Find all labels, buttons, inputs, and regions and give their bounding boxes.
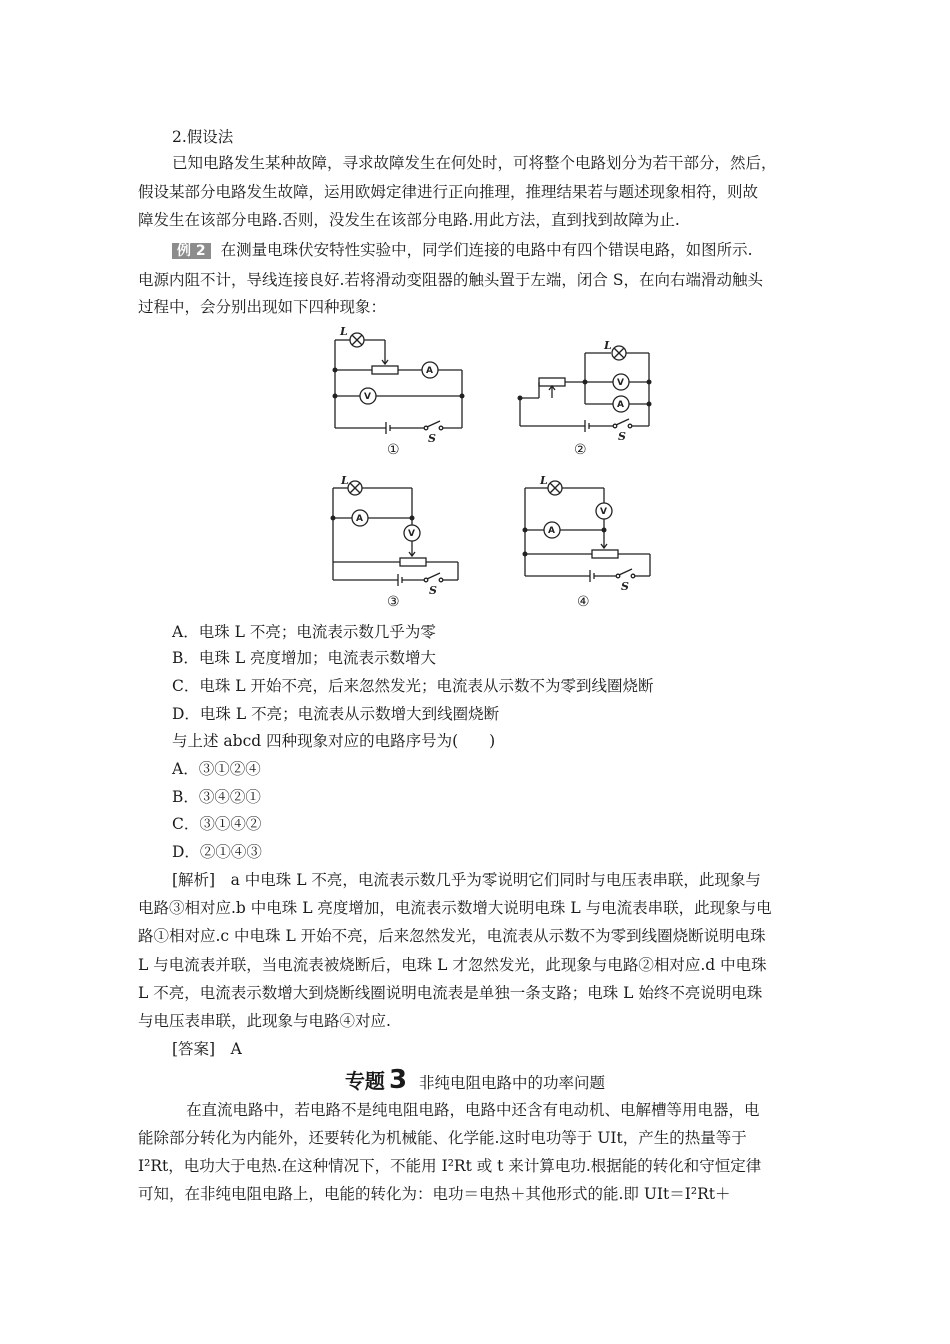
topic-line: 在直流电路中，若电路不是纯电阻电路，电路中还含有电动机、电解槽等用电器，电 [186,1101,760,1119]
circuit-diagram-2 [515,339,655,443]
switch-label: S [621,580,629,593]
phenomenon-b: B．电珠 L 亮度增加；电流表示数增大 [172,649,437,667]
answer-text: [答案] A [172,1040,242,1058]
choice-d: D．②①④③ [172,843,262,861]
question-text: 与上述 abcd 四种现象对应的电路序号为( ) [172,732,496,750]
example-tag: 例 2 [172,243,211,259]
figure-caption-3: ③ [387,594,400,610]
choice-b: B．③④②① [172,788,261,806]
voltmeter-label: V [600,507,607,517]
topic-line: 能除部分转化为内能外，还要转化为机械能、化学能.这时电功等于 UIt，产生的热量等于 [138,1129,747,1147]
lamp-label: L [340,325,348,338]
figure-caption-2: ② [574,442,587,458]
analysis-line: 电路③相对应.b 中电珠 L 亮度增加，电流表示数增大说明电珠 L 与电流表串联，此现象与电 [138,899,772,917]
example-first-line [172,240,753,260]
switch-label: S [618,430,626,443]
voltmeter-label: V [408,529,415,539]
topic-line: 可知，在非纯电阻电路上，电能的转化为：电功＝电热＋其他形式的能.即 UIt＝I²Rt＋ [138,1185,731,1203]
example-line: 过程中，会分别出现如下四种现象： [138,298,387,316]
intro-line: 已知电路发生某种故障，寻求故障发生在何处时，可将整个电路划分为若干部分，然后， [172,154,777,172]
phenomenon-a: A．电珠 L 不亮；电流表示数几乎为零 [172,623,436,641]
switch-label: S [428,432,436,445]
intro-line: 障发生在该部分电路.否则，没发生在该部分电路.用此方法，直到找到故障为止. [138,211,680,229]
topic-heading [0,1065,950,1095]
lamp-label: L [341,474,349,487]
analysis-line: 路①相对应.c 中电珠 L 开始不亮，后来忽然发光，电流表从示数不为零到线圈烧断说明电珠 [138,927,766,945]
voltmeter-label: V [364,392,371,402]
circuit-diagram-4 [520,474,660,593]
example-line: 电源内阻不计，导线连接良好.若将滑动变阻器的触头置于左端，闭合 S，在向右端滑动触头 [138,271,763,289]
topic-number: 3 [388,1065,408,1095]
ammeter-label: A [617,400,624,410]
phenomenon-d: D．电珠 L 不亮；电流表从示数增大到线圈烧断 [172,705,500,723]
analysis-line: [解析] a 中电珠 L 不亮，电流表示数几乎为零说明它们同时与电压表串联，此现象与 [172,871,761,889]
lamp-label: L [540,474,548,487]
topic-title: 非纯电阻电路中的功率问题 [419,1074,606,1092]
switch-label: S [429,584,437,597]
circuit-diagram-1 [330,325,470,445]
phenomenon-c: C．电珠 L 开始不亮，后来忽然发光；电流表从示数不为零到线圈烧断 [172,677,654,695]
figure-caption-4: ④ [577,594,590,610]
analysis-line: 与电压表串联，此现象与电路④对应. [138,1012,391,1030]
topic-line: I²Rt，电功大于电热.在这种情况下，不能用 I²Rt 或 t 来计算电功.根据能的转化和守恒定律 [138,1157,762,1175]
ammeter-label: A [356,514,363,524]
example-line: 在测量电珠伏安特性实验中，同学们连接的电路中有四个错误电路，如图所示. [220,241,753,259]
ammeter-label: A [548,526,555,536]
choice-c: C．③①④② [172,815,262,833]
circuit-diagram-3 [328,474,468,597]
section-title: 2.假设法 [172,128,234,146]
topic-prefix: 专题 [344,1069,385,1093]
ammeter-label: A [426,366,433,376]
lamp-label: L [604,339,612,352]
analysis-line: L 不亮，电流表示数增大到烧断线圈说明电流表是单独一条支路；电珠 L 始终不亮说明电珠 [138,984,763,1002]
analysis-line: L 与电流表并联，当电流表被烧断后，电珠 L 才忽然发光，此现象与电路②相对应.d 中电珠 [138,956,767,974]
choice-a: A．③①②④ [172,760,261,778]
voltmeter-label: V [617,378,624,388]
intro-line: 假设某部分电路发生故障，运用欧姆定律进行正向推理，推理结果若与题述现象相符，则故 [138,183,759,201]
figure-caption-1: ① [387,442,400,458]
